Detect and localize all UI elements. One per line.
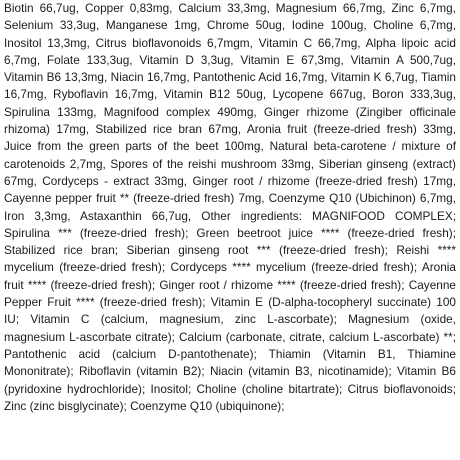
ingredients-paragraph: Biotin 66,7ug, Copper 0,83mg, Calcium 33,3mg, Magnesium 66,7mg, Zinc 6,7mg, Selenium 33,3ug, Manganese 1mg, Chrome 50ug, Iodine 100ug, Choline 6,7mg, Inositol 13,3mg, Citrus bioflavonoids 6,7mgm, Vitamin C 66,7mg, Alpha lipoic acid 6,7mg, Folate 133,3ug, Vitamin D 3,3ug, Vitamin E 67,3mg, Vitamin A 500,7ug, Vitamin B6 13,3mg, Niacin 16,7mg, Pantothenic Acid 16,7mg, Vitamin K 6,7ug, Tiamin 16,7mg, Ryboflavin 16,7mg, Vitamin B12 50ug, Lycopene 667ug, Boron 333,3ug, Spirulina 133mg, Magnifood complex 490mg, Ginger rhizome (Zingiber officinale rhizoma) 17mg, Stabilized rice bran 67mg, Aronia fruit (freeze-dried fresh) 33mg, Juice from the green parts of the beet 100mg, Natural beta-carotene / mixture of carotenoids 2,7mg, Spores of the reishi mushroom 33mg, Siberian ginseng (extract) 67mg, Cordyceps - extract 33mg, Ginger root / rhizome (freeze-dried fresh) 17mg, Cayenne pepper fruit ** (freeze-dried fresh) 7mg, Coenzyme Q10 (Ubichinon) 6,7mg, Iron 3,3mg, Astaxanthin 66,7ug, Other ingredients: MAGNIFOOD COMPLEX; Spirulina *** (freeze-dried fresh); Green beetroot juice **** (freeze-dried fresh); Stabilized rice bran; Siberian ginseng root *** (freeze-dried fresh); Reishi **** mycelium (freeze-dried fresh); Cordyceps **** mycelium (freeze-dried fresh); Aronia fruit **** (freeze-dried fresh); Ginger root / rhizome **** (freeze-dried fresh); Cayenne Pepper Fruit **** (freeze-dried fresh); Vitamin E (D-alpha-tocopheryl succinate) 100 IU; Vitamin C (calcium, magnesium, zinc L-ascorbate); Magnesium (oxide, magnesium L-ascorbate citrate); Calcium (carbonate, citrate, calcium L-ascorbate) **; Pantothenic acid (calcium D-pantothenate); Thiamin (Vitamin B1, Thiamine Mononitrate); Riboflavin (vitamin B2); Niacin (vitamin B3, nicotinamide); Vitamin B6 (pyridoxine hydrochloride); Inositol; Choline (choline bitartrate); Citrus bioflavonoids; Zinc (zinc bisglycinate); Coenzyme Q10 (ubiquinone);	[4, 1, 456, 413]
